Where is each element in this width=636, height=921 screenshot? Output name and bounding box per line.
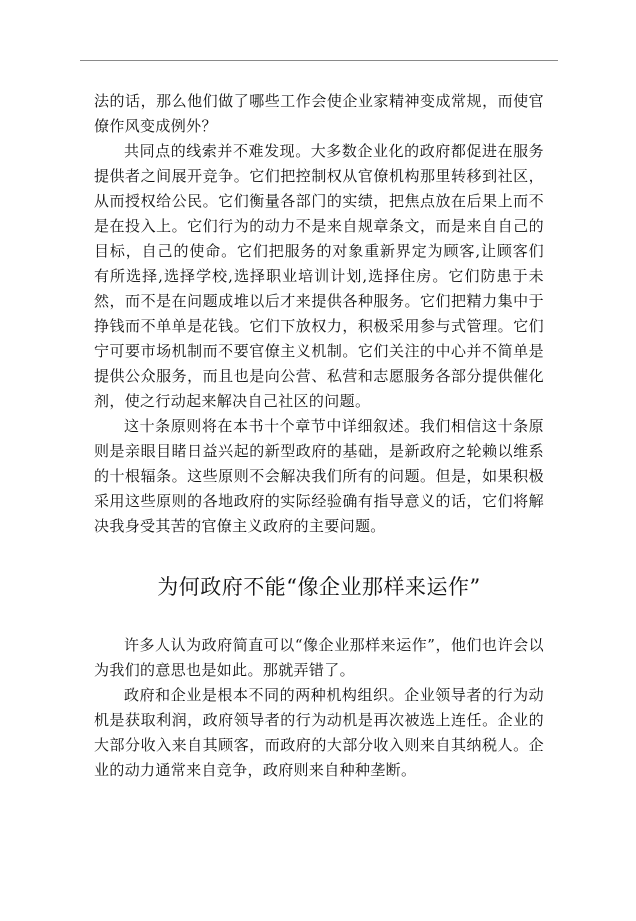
paragraph-ten-principles: 这十条原则将在本书十个章节中详细叙述。我们相信这十条原则是亲眼目睹日益兴起的新型政府的基础，是新政府之轮赖以维系的十根辐条。这些原则不会解决我们所有的问题。但是，如果积极采用这些原则的各地政府的实际经验确有指导意义的话，它们将解决我身受其苦的官僚主义政府的主要问题。 [94, 417, 544, 535]
paragraph-common-threads: 共同点的线索并不难发现。大多数企业化的政府都促进在服务提供者之间展开竞争。它们把控制权从官僚机构那里转移到社区，从而授权给公民。它们衡量各部门的实绩，把焦点放在后果上而不是在投入上。它们行为的动力不是来自规章条文，而是来自自己的目标，自己的使命。它们把服务的对象重新界定为顾客,让顾客们有所选择,选择学校,选择职业培训计划,选择住房。它们防患于未然，而不是在问题成堆以后才来提供各种服务。它们把精力集中于挣钱而不单单是花钱。它们下放权力，积极采用参与式管理。它们宁可要市场机制而不要官僚主义机制。它们关注的中心并不简单是提供公众服务，而且也是向公营、私营和志愿服务各部分提供催化剂，使之行动起来解决自己社区的问题。 [94, 142, 544, 410]
section-heading: 为何政府不能“像企业那样来运作” [157, 575, 481, 599]
paragraph-government-vs-business: 政府和企业是根本不同的两种机构组织。企业领导者的行为动机是获取利润，政府领导者的行为动机是再次被选上连任。企业的大部分收入来自其顾客，而政府的大部分收入则来自其纳税人。企业的动力通常来自竞争，政府则来自种种垄断。 [94, 686, 544, 779]
paragraph-run-like-business: 许多人认为政府简直可以“像企业那样来运作”，他们也许会以为我们的意思也是如此。那就弄错了。 [94, 636, 544, 679]
header-rule [80, 60, 558, 61]
section-heading-wrapper [94, 572, 544, 602]
document-body [94, 89, 544, 783]
paragraph-continuation: 法的话，那么他们做了哪些工作会使企业家精神变成常规，而使官僚作风变成例外？ [94, 92, 544, 135]
